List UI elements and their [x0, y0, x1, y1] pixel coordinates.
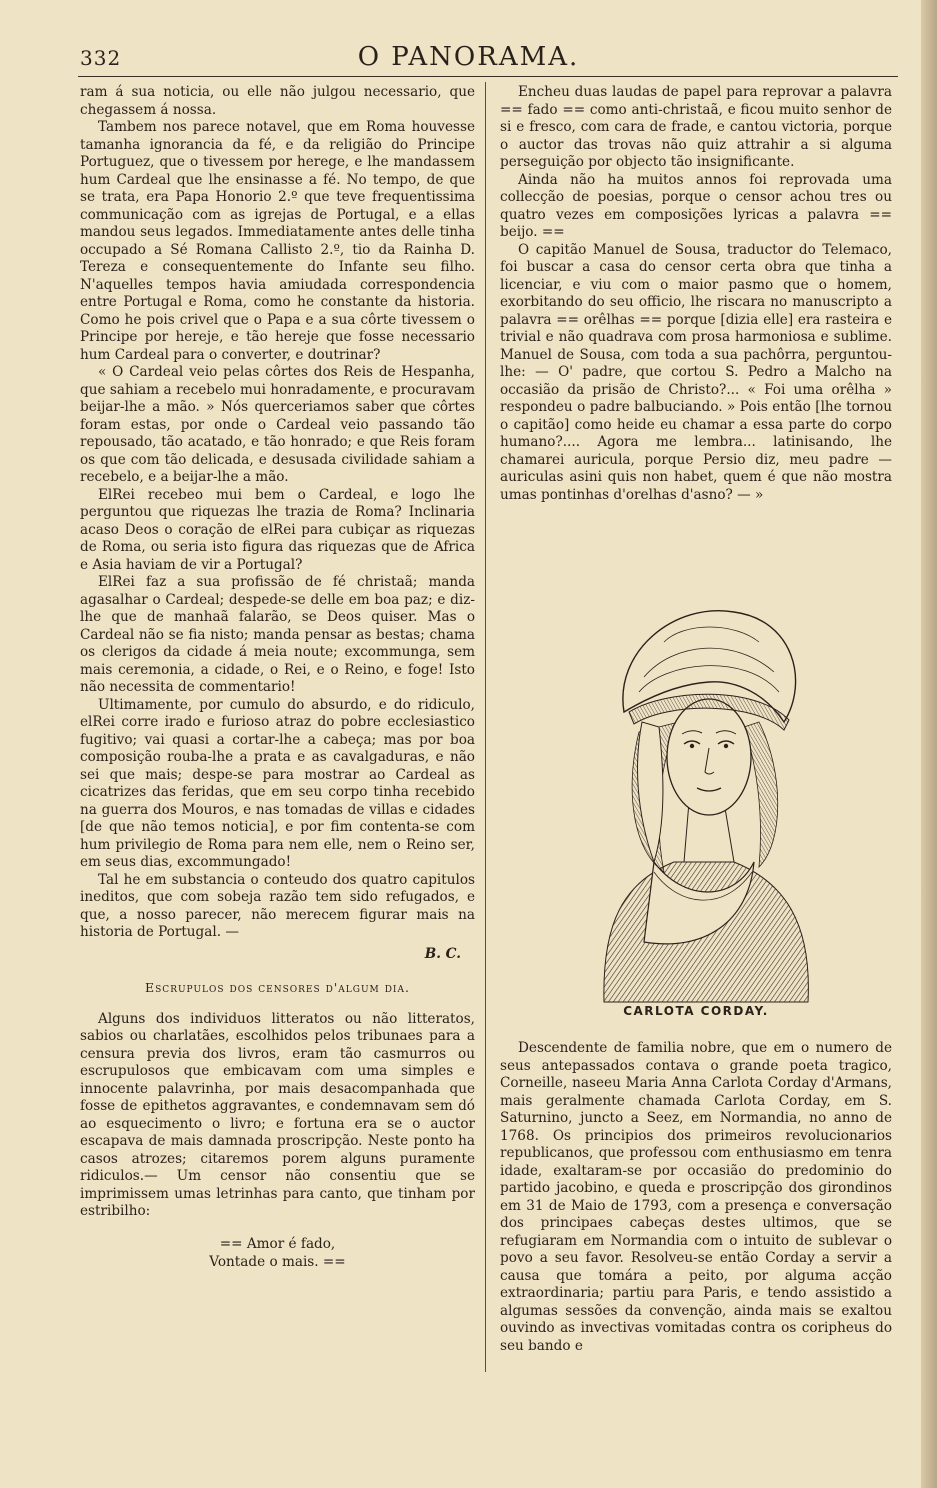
paragraph: Tal he em substancia o conteudo dos quatro capitulos ineditos, que com sobeja razão tem sido refugados, e que, a nosso parecer, não merecem figurar mais na historia de Portugal. — — [80, 871, 475, 940]
running-title: O PANORAMA. — [357, 42, 580, 72]
portrait-illustration — [584, 562, 824, 1006]
biography-paragraph: Descendente de familia nobre, que em o numero de seus antepassados contava o grande poeta tragico, Corneille, naseeu Maria Anna Carlota Corday d'Armans, mais geralmente chamada Carlota Corday, em S. Saturnino, juncto a Seez, em Normandia, no anno de 1768. Os principios dos primeiros revolucionarios republicanos, que professou com enthusiasmo em tenra idade, exaltaram-se por occasião do predominio do partido jacobino, e queda e proscripção dos girondinos em 31 de Maio de 1793, com a presença e conversação dos principaes cabeças destes ultimos, que se refugiaram em Normandia com o intuito de sublevar o povo a seu favor. Resolveu-se então Corday a servir a causa que tomára a peito, por alguma acção extraordinaria; partiu para Paris, e tendo assistido a algumas sessões da convenção, ainda mais se exaltou ouvindo as invectivas vomitadas contra os coripheus do seu bando e — [500, 1040, 892, 1354]
right-column — [500, 84, 892, 504]
left-column — [80, 84, 475, 1271]
verse-line: == Amor é fado, — [219, 1235, 336, 1252]
paragraph: « O Cardeal veio pelas côrtes dos Reis de Hespanha, que sahiam a recebelo mui honradamente, e procuravam beijar-lhe a mão. » Nós querceriamos saber que côrtes foram estas, por onde o Cardeal veio passando tão repousado, tão acatado, e tão honrado; e que Reis foram os que com tão delicada, e desusada civilidade sahiam a recebelo, e a beijar-lhe a mão. — [80, 364, 475, 485]
paragraph: Ainda não ha muitos annos foi reprovada uma collecção de poesias, porque o censor achou tres ou quatro vezes em composições lyricas a palavra == beijo. == — [500, 171, 892, 240]
paragraph: Tambem nos parece notavel, que em Roma houvesse tamanha ignorancia da fé, e da religião do Principe Portuguez, que o tivessem por herege, e lhe mandassem hum Cardeal que lhe ensinasse a fé. No tempo, de que se trata, era Papa Honorio 2.º que teve frequentissima communicação com as igrejas de Portugal, e a ellas mandou seus legados. Immediatamente antes delle tinha occupado a Sé Romana Callisto 2.º, tio da Rainha D. Tereza e consequentemente do Infante seu filho. N'aquelles tempos havia amiudada correspondencia entre Portugal e Roma, como he constante da historia. Como he pois crivel que o Papa e a sua côrte tivessem o Principe por hereje, e tão hereje que fosse necessario hum Cardeal para o converter, e doutrinar? — [80, 119, 475, 363]
paragraph: O capitão Manuel de Sousa, traductor do Telemaco, foi buscar a casa do censor certa obra que tinha a licenciar, e viu com o maior pasmo que o homem, exorbitando do seu officio, lhe riscara no manuscripto a palavra == orêlhas == porque [dizia elle] era rasteira e trivial e não quadrava com prosa harmoniosa e sublime. Manuel de Sousa, com toda a sua pachôrra, perguntou-lhe: — O' padre, que cortou S. Pedro a Malcho na occasião da prisão de Christo?... « Foi uma orêlha » respondeu o padre balbuciando. » Pois então [lhe tornou o capitão] como heide eu chamar a essa parte do corpo humano?.... Agora me lembra... latinisando, lhe chamarei auricula, porque Persio diz, meu padre — auriculas asini quis non habet, quem é que não mostra umas pontinhas d'orelhas d'asno? — » — [500, 241, 892, 503]
page-edge — [921, 0, 937, 1488]
verse-line: Vontade o mais. == — [209, 1253, 346, 1270]
header-rule — [78, 76, 898, 77]
section-heading: Escrupulos dos censores d'algum dia. — [145, 980, 410, 995]
paragraph: Alguns dos individuos litteratos ou não litteratos, sabios ou charlatães, escolhidos pelos tribunaes para a censura previa dos livros, eram tão casmurros ou escrupulosos que embicavam com uma simples e innocente palavrinha, por mais desacompanhada que fosse de epithetos aggravantes, e condemnavam sem dó ao esquecimento o livro; e fortuna era se o auctor escapava de mais damnada proscripção. Neste ponto ha casos atrozes; citaremos porem alguns puramente ridiculos.— Um censor não consentiu que se imprimissem umas letrinhas para canto, que tinham por estribilho: — [80, 1010, 475, 1219]
biography-column — [500, 1040, 892, 1355]
paragraph: ram á sua noticia, ou elle não julgou necessario, que chegassem á nossa. — [80, 84, 475, 118]
verse-block — [80, 1235, 475, 1271]
column-divider — [485, 82, 486, 1372]
portrait-caption: CARLOTA CORDAY. — [623, 1004, 769, 1018]
page-number: 332 — [80, 46, 122, 70]
author-signature: B. C. — [424, 945, 461, 962]
paragraph: Ultimamente, por cumulo do absurdo, e do ridiculo, elRei corre irado e furioso atraz do pobre ecclesiastico fugitivo; vai quasi a cortar-lhe a cabeça; mas por boa composição rouba-lhe a prata e as cavalgaduras, e não sei que mais; despe-se para mostrar ao Cardeal as cicatrizes das feridas, que em seu corpo tinha recebido na guerra dos Mouros, e nas tomadas de villas e cidades [de que não temos noticia], e por fim contenta-se com hum privilegio de Roma para nem elle, nem o Reino ser, em seus dias, excommungado! — [80, 696, 475, 870]
paragraph: Encheu duas laudas de papel para reprovar a palavra == fado == como anti-christaã, e ficou muito senhor de si e fresco, com cara de frade, e cantou victoria, porque o auctor das trovas não quiz attrahir a si alguma perseguição por objecto tão insignificante. — [500, 84, 892, 170]
paragraph: ElRei faz a sua profissão de fé christaã; manda agasalhar o Cardeal; despede-se delle em boa paz; e diz-lhe que de manhaã falarão, se Deos quiser. Mas o Cardeal não se fia nisto; manda pensar as bestas; chama os clerigos da cidade á meia noute; excommunga, sem mais ceremonia, a cidade, o Rei, e o Reino, e foge! Isto não necessita de commentario! — [80, 574, 475, 695]
paragraph: ElRei recebeo mui bem o Cardeal, e logo lhe perguntou que riquezas lhe trazia de Roma? Inclinaria acaso Deos o coração de elRei para cubiçar as riquezas de Roma, ou seria isto figura das riquezas que de Africa e Asia haviam de vir a Portugal? — [80, 486, 475, 573]
